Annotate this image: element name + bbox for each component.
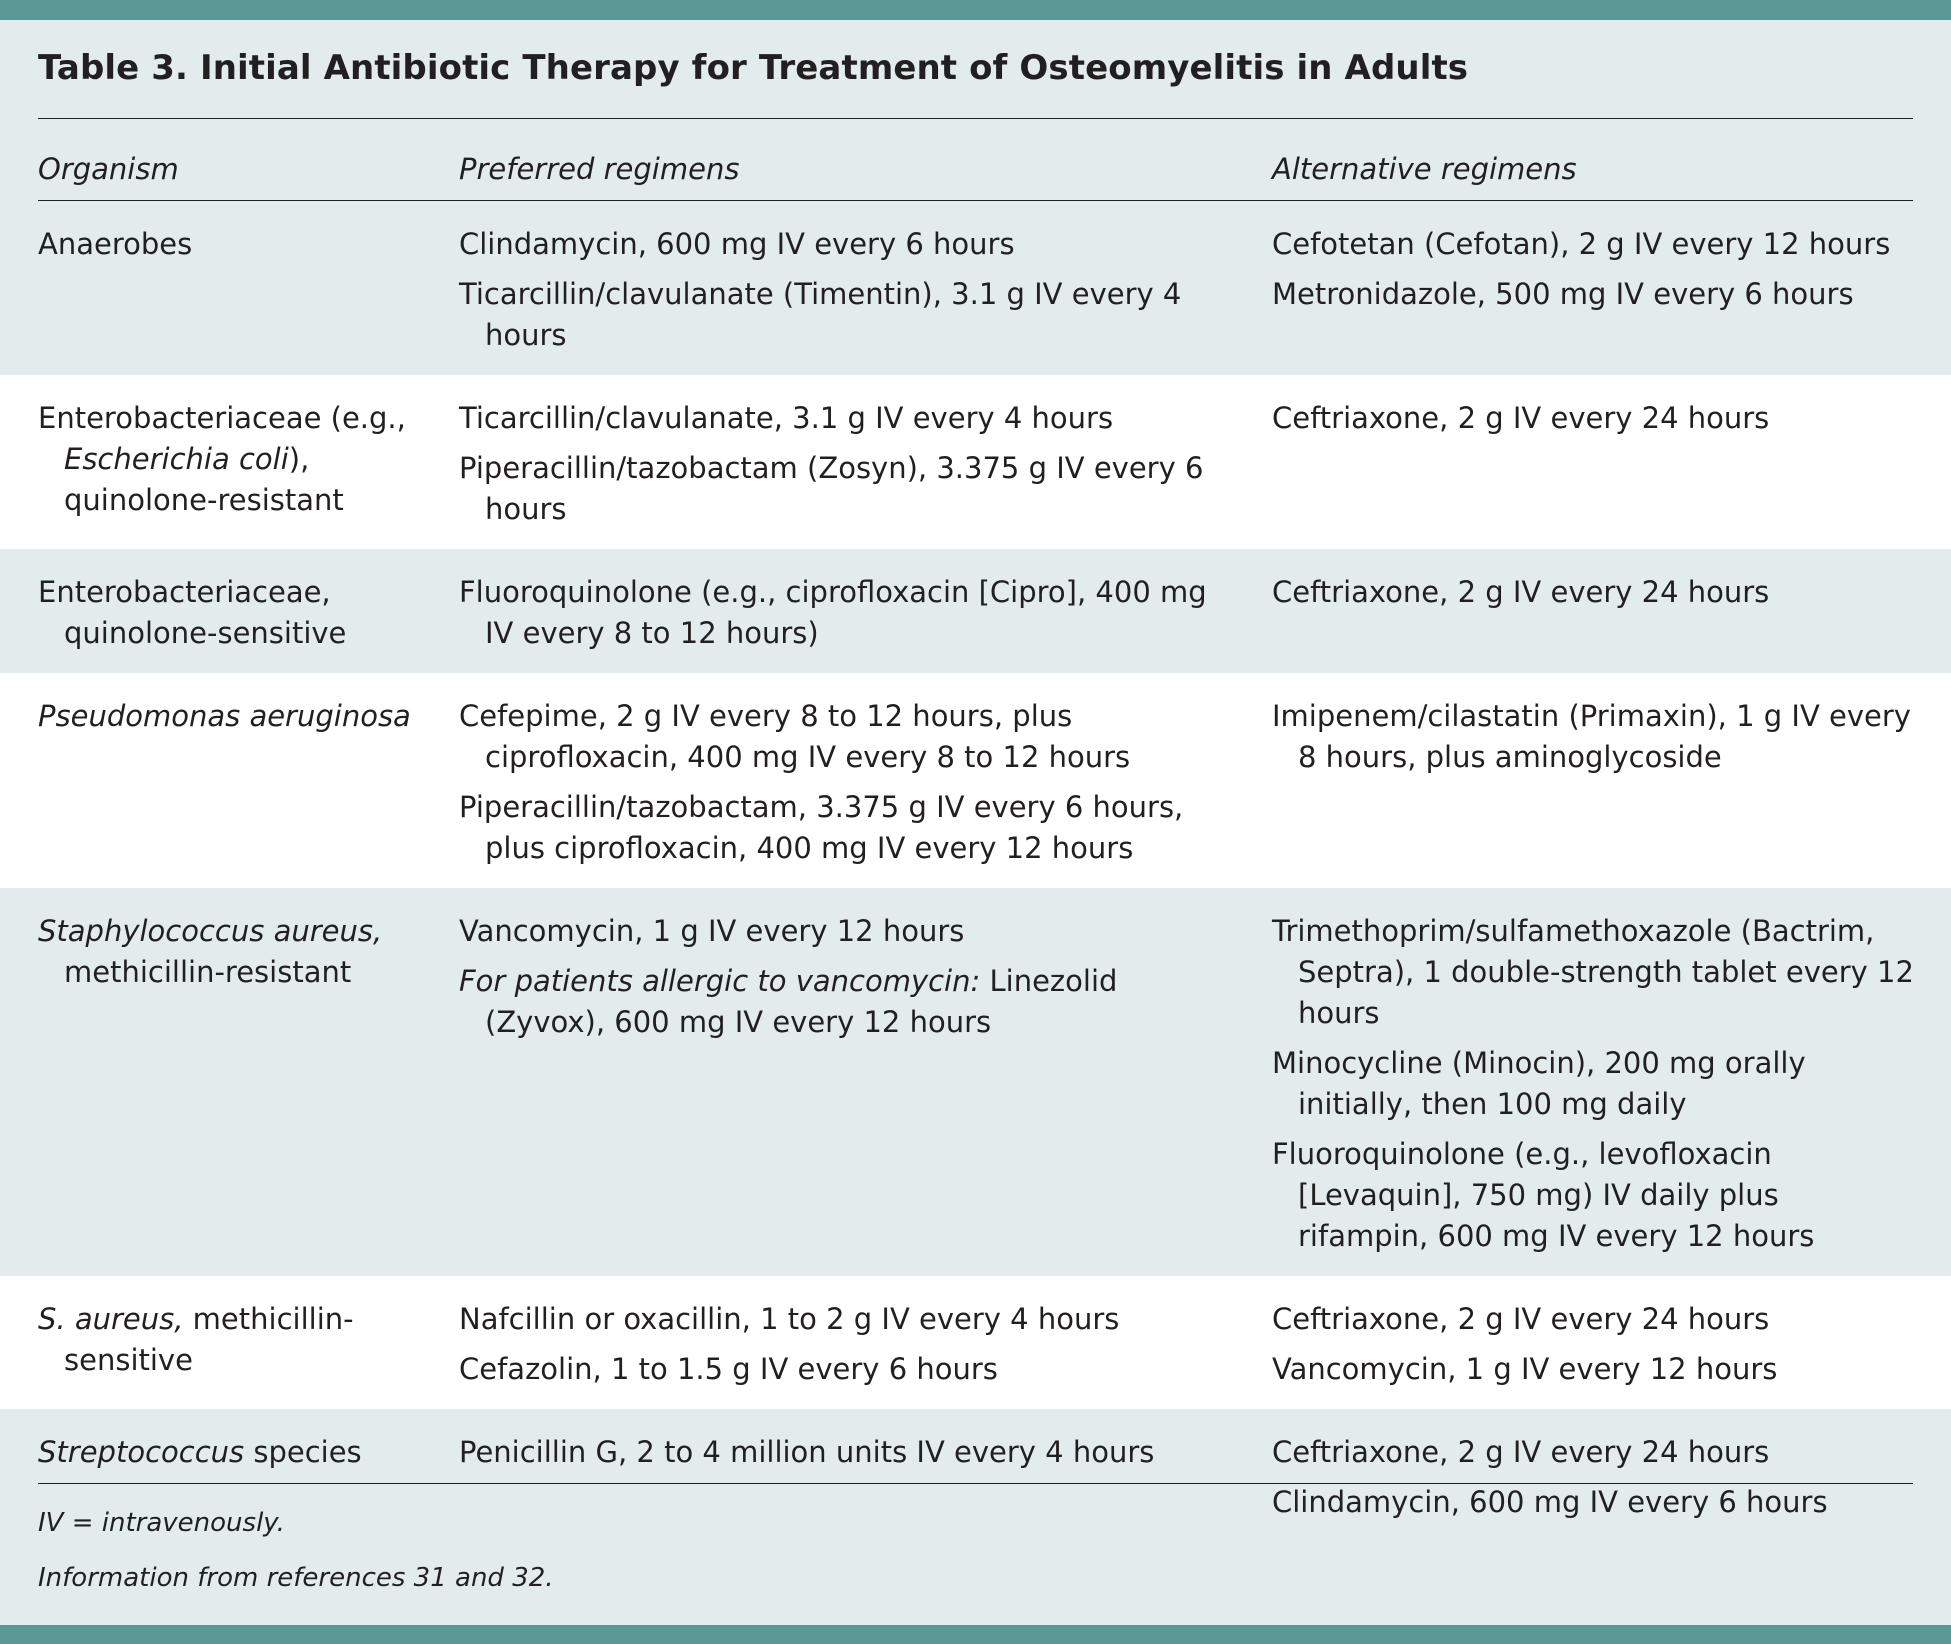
preferred-regimen: Piperacillin/tazobactam, 3.375 g IV every 6 hours, plus ciprofloxacin, 400 mg IV every 12 hours — [459, 790, 1184, 865]
organism-name: Staphylococcus aureus, methicillin-resistant — [38, 914, 383, 989]
preferred-cell — [459, 673, 1272, 888]
preferred-regimen: For patients allergic to vancomycin: Linezolid (Zyvox), 600 mg IV every 12 hours — [459, 964, 1118, 1039]
organism-cell — [0, 673, 459, 888]
organism-name: S. aureus, methicillin-sensitive — [38, 1302, 354, 1377]
alternative-regimen: Fluoroquinolone (e.g., levofloxacin [Levaquin], 750 mg) IV daily plus rifampin, 600 mg IV every 12 hours — [1272, 1137, 1815, 1253]
alternative-cell — [1272, 375, 1951, 549]
header-preferred: Preferred regimens — [459, 152, 740, 186]
organism-name: Streptococcus species — [38, 1435, 362, 1469]
table-row — [0, 201, 1951, 375]
regimen-table — [0, 201, 1951, 1542]
alternative-regimen: Ceftriaxone, 2 g IV every 24 hours — [1272, 1435, 1770, 1469]
alternative-cell — [1272, 673, 1951, 888]
organism-name: Enterobacteriaceae, quinolone-sensitive — [38, 575, 347, 650]
table-row — [0, 1409, 1951, 1542]
preferred-cell — [459, 549, 1272, 673]
table-row — [0, 549, 1951, 673]
preferred-cell — [459, 375, 1272, 549]
preferred-regimen: Cefazolin, 1 to 1.5 g IV every 6 hours — [459, 1352, 998, 1386]
header-organism: Organism — [38, 152, 179, 186]
alternative-regimen: Ceftriaxone, 2 g IV every 24 hours — [1272, 401, 1770, 435]
preferred-regimen: Fluoroquinolone (e.g., ciprofloxacin [Cipro], 400 mg IV every 8 to 12 hours) — [459, 575, 1207, 650]
organism-cell — [0, 549, 459, 673]
alternative-regimen: Clindamycin, 600 mg IV every 6 hours — [1272, 1485, 1828, 1519]
alternative-regimen: Minocycline (Minocin), 200 mg orally initially, then 100 mg daily — [1272, 1046, 1806, 1121]
organism-name: Pseudomonas aeruginosa — [38, 699, 411, 733]
table-title: Table 3. Initial Antibiotic Therapy for Treatment of Osteomyelitis in Adults — [38, 48, 1469, 88]
organism-name: Anaerobes — [38, 227, 193, 261]
preferred-regimen: Vancomycin, 1 g IV every 12 hours — [459, 914, 965, 948]
preferred-cell — [459, 201, 1272, 375]
alternative-regimen: Ceftriaxone, 2 g IV every 24 hours — [1272, 575, 1770, 609]
header-alternative: Alternative regimens — [1272, 152, 1577, 186]
footnote-source: Information from references 31 and 32. — [38, 1563, 554, 1593]
alternative-regimen: Trimethoprim/sulfamethoxazole (Bactrim, Septra), 1 double-strength tablet every 12 hours — [1272, 914, 1914, 1030]
alternative-cell — [1272, 201, 1951, 375]
alternative-regimen: Cefotetan (Cefotan), 2 g IV every 12 hours — [1272, 227, 1891, 261]
preferred-cell — [459, 888, 1272, 1276]
alternative-regimen: Ceftriaxone, 2 g IV every 24 hours — [1272, 1302, 1770, 1336]
alternative-cell — [1272, 888, 1951, 1276]
preferred-regimen: Nafcillin or oxacillin, 1 to 2 g IV every 4 hours — [459, 1302, 1120, 1336]
alternative-regimen: Vancomycin, 1 g IV every 12 hours — [1272, 1352, 1778, 1386]
bottom-rule — [38, 1483, 1913, 1484]
preferred-cell — [459, 1276, 1272, 1409]
preferred-regimen: Penicillin G, 2 to 4 million units IV every 4 hours — [459, 1435, 1155, 1469]
alternative-cell — [1272, 1409, 1951, 1542]
organism-cell — [0, 201, 459, 375]
preferred-regimen: Piperacillin/tazobactam (Zosyn), 3.375 g IV every 6 hours — [459, 451, 1204, 526]
organism-name: Enterobacteriaceae (e.g., Escherichia coli), quinolone-resistant — [38, 401, 406, 517]
organism-cell — [0, 375, 459, 549]
alternative-cell — [1272, 549, 1951, 673]
top-accent-bar — [0, 0, 1951, 20]
preferred-regimen: Ticarcillin/clavulanate (Timentin), 3.1 g IV every 4 hours — [459, 277, 1182, 352]
alternative-cell — [1272, 1276, 1951, 1409]
alternative-regimen: Metronidazole, 500 mg IV every 6 hours — [1272, 277, 1854, 311]
table-row — [0, 1276, 1951, 1409]
table-row — [0, 888, 1951, 1276]
organism-cell — [0, 888, 459, 1276]
preferred-regimen: Cefepime, 2 g IV every 8 to 12 hours, plus ciprofloxacin, 400 mg IV every 8 to 12 hours — [459, 699, 1131, 774]
preferred-regimen: Clindamycin, 600 mg IV every 6 hours — [459, 227, 1015, 261]
organism-cell — [0, 1276, 459, 1409]
table-row — [0, 375, 1951, 549]
preferred-regimen: Ticarcillin/clavulanate, 3.1 g IV every 4 hours — [459, 401, 1114, 435]
bottom-accent-bar — [0, 1625, 1951, 1644]
table-row — [0, 673, 1951, 888]
preferred-cell — [459, 1409, 1272, 1542]
alternative-regimen: Imipenem/cilastatin (Primaxin), 1 g IV every 8 hours, plus aminoglycoside — [1272, 699, 1911, 774]
title-rule — [38, 118, 1913, 119]
footnote-abbreviation: IV = intravenously. — [38, 1508, 285, 1538]
